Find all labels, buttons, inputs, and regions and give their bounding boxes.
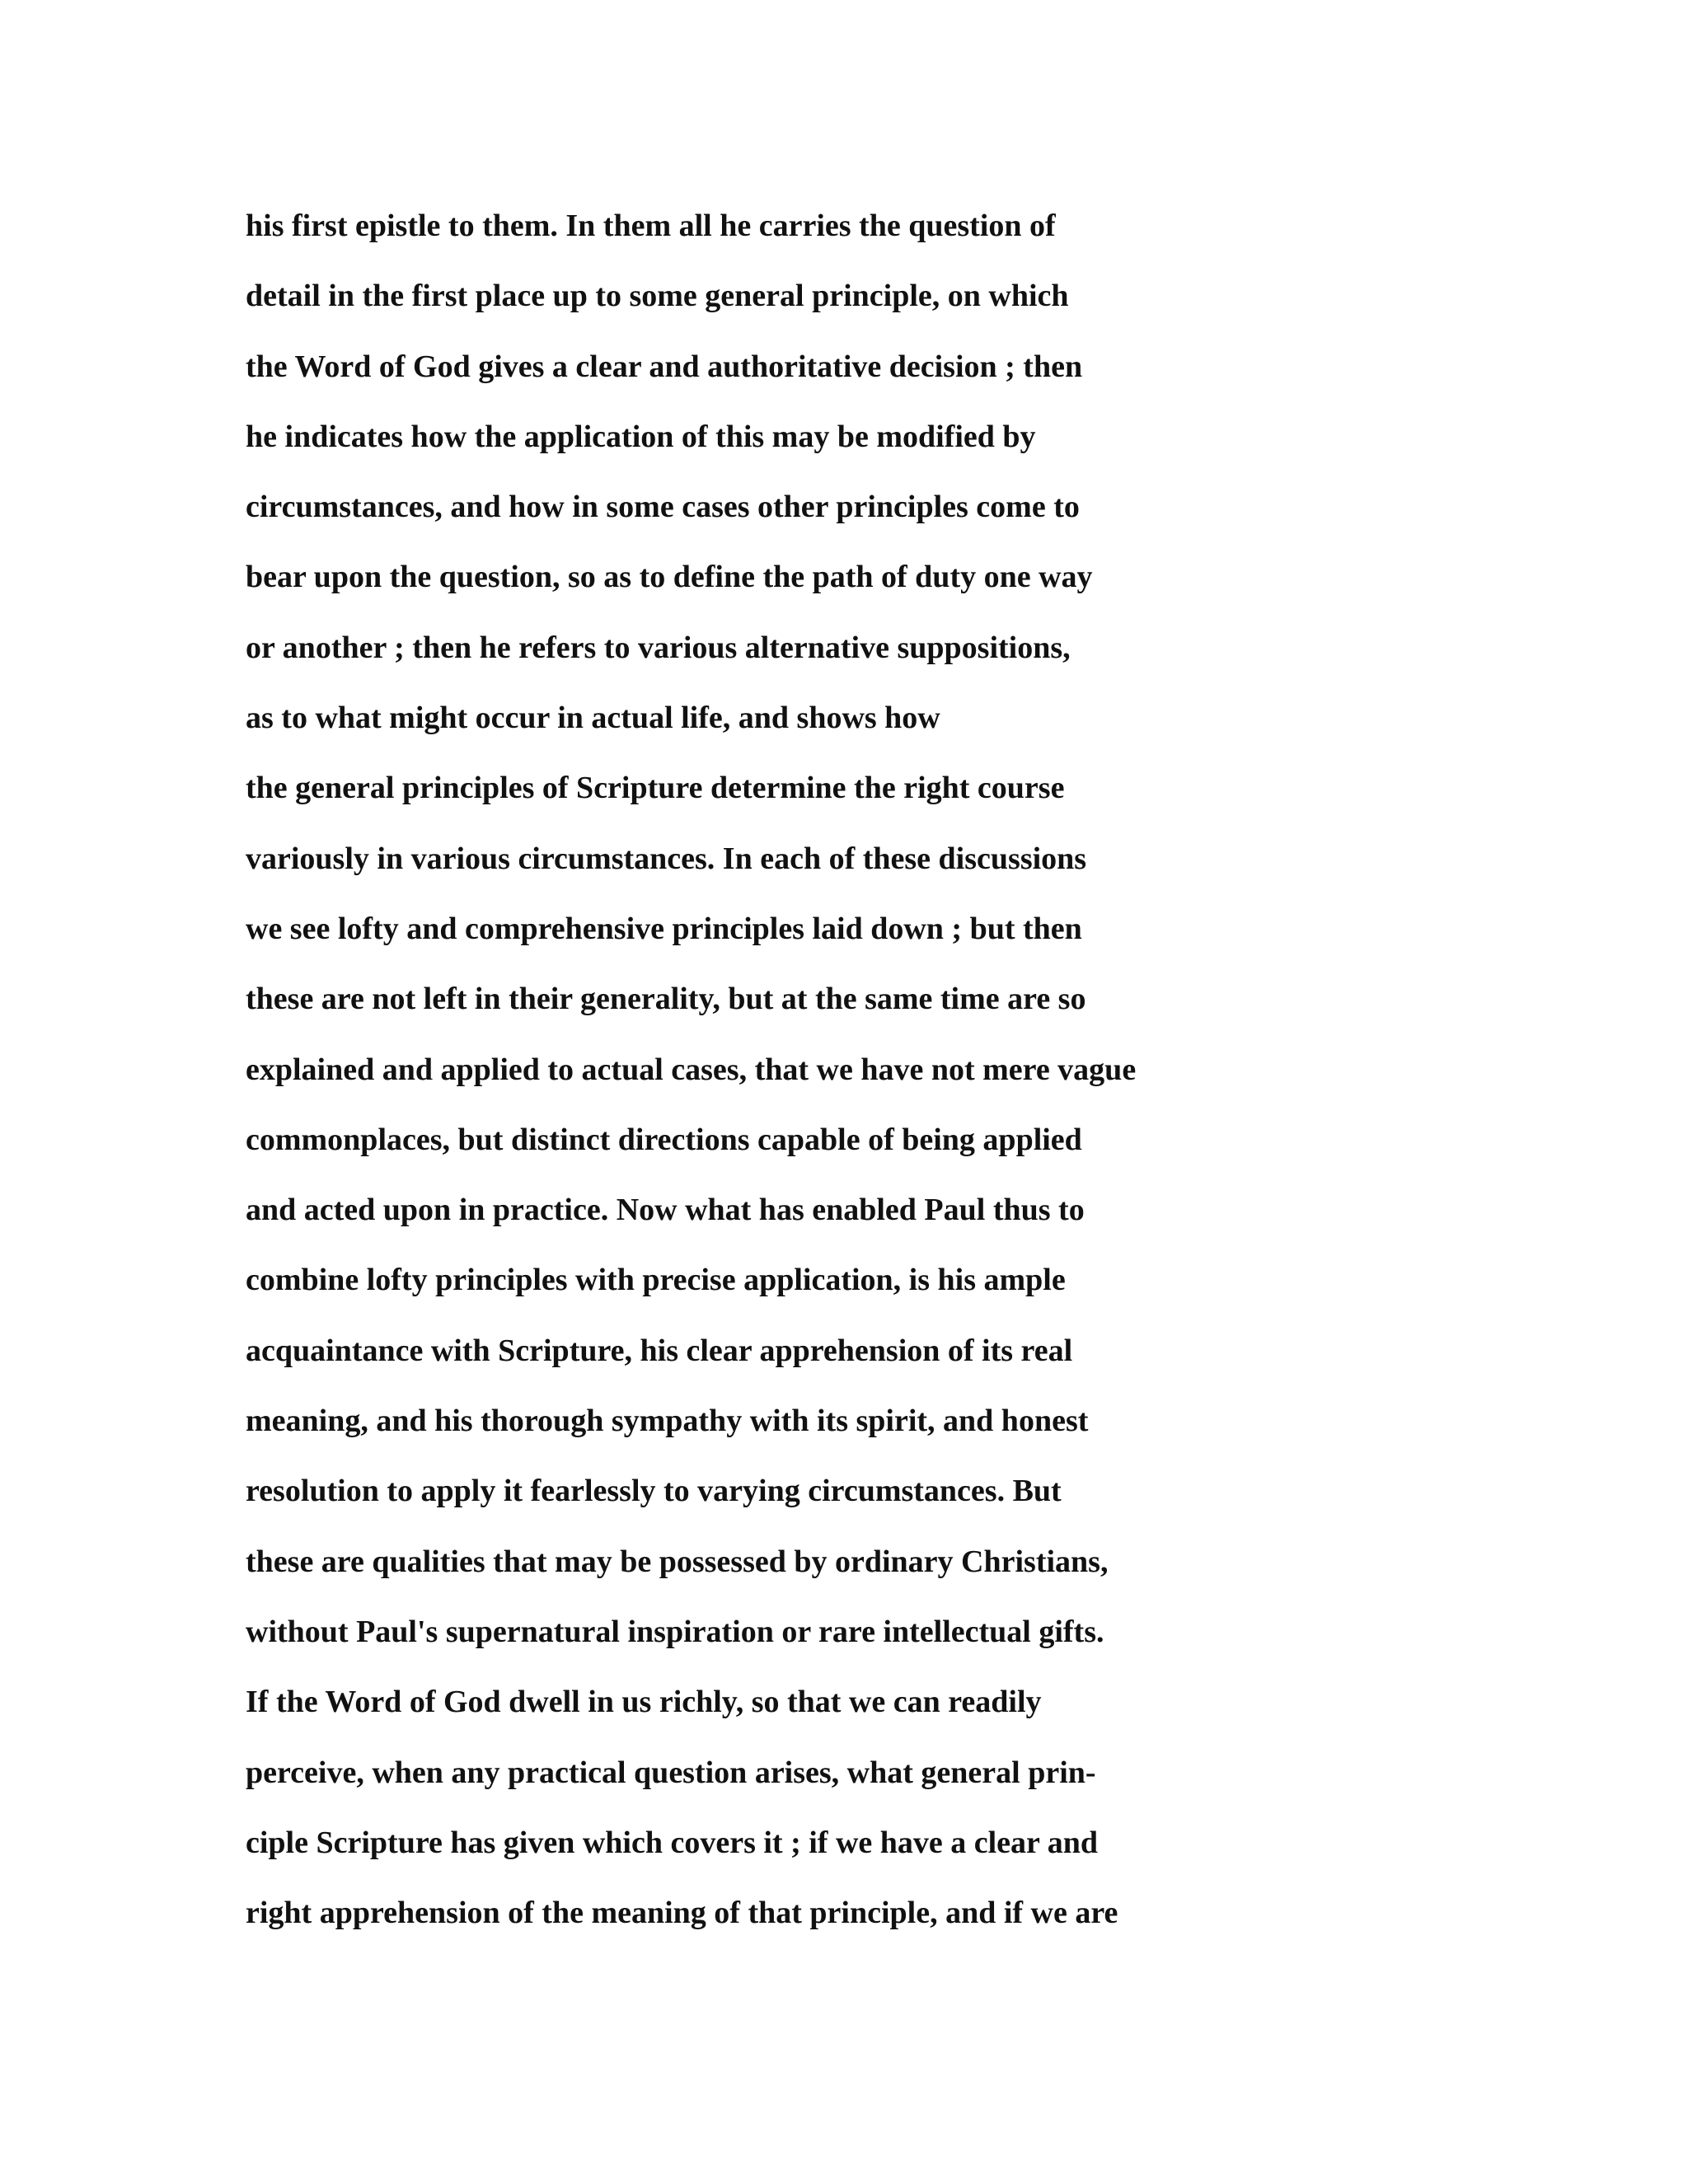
text-line: these are not left in their generality, but at the same time are so	[246, 982, 1086, 1017]
text-line: If the Word of God dwell in us richly, so that we can readily	[246, 1685, 1042, 1720]
text-line: variously in various circumstances. In each of these discussions	[246, 841, 1087, 876]
text-line: without Paul's supernatural inspiration or rare intellectual gifts.	[246, 1614, 1104, 1649]
text-line: and acted upon in practice. Now what has enabled Paul thus to	[246, 1193, 1085, 1228]
text-line: ciple Scripture has given which covers it ; if we have a clear and	[246, 1825, 1098, 1860]
text-line: bear upon the question, so as to define the path of duty one way	[246, 560, 1093, 595]
text-line: these are qualities that may be possessed by ordinary Christians,	[246, 1544, 1109, 1579]
text-line: commonplaces, but distinct directions capable of being applied	[246, 1122, 1082, 1157]
body-text	[246, 191, 1531, 1948]
text-line: the general principles of Scripture determine the right course	[246, 771, 1065, 806]
text-line: circumstances, and how in some cases other principles come to	[246, 490, 1080, 525]
text-line: the Word of God gives a clear and authoritative decision ; then	[246, 349, 1083, 384]
text-line: right apprehension of the meaning of that principle, and if we are	[246, 1896, 1118, 1931]
text-line: meaning, and his thorough sympathy with its spirit, and honest	[246, 1404, 1089, 1439]
text-line: perceive, when any practical question arises, what general prin-	[246, 1755, 1096, 1790]
text-line: explained and applied to actual cases, that we have not mere vague	[246, 1052, 1137, 1087]
text-line: resolution to apply it fearlessly to varying circumstances. But	[246, 1474, 1062, 1509]
text-line: he indicates how the application of this may be modified by	[246, 419, 1036, 454]
text-line: or another ; then he refers to various alternative suppositions,	[246, 630, 1071, 665]
text-line: acquaintance with Scripture, his clear apprehension of its real	[246, 1333, 1073, 1368]
text-line: combine lofty principles with precise application, is his ample	[246, 1263, 1066, 1298]
text-line: detail in the first place up to some general principle, on which	[246, 279, 1069, 314]
text-line: his first epistle to them. In them all he carries the question of	[246, 209, 1056, 243]
text-line: as to what might occur in actual life, and shows how	[246, 701, 940, 736]
text-line: we see lofty and comprehensive principles laid down ; but then	[246, 911, 1082, 946]
